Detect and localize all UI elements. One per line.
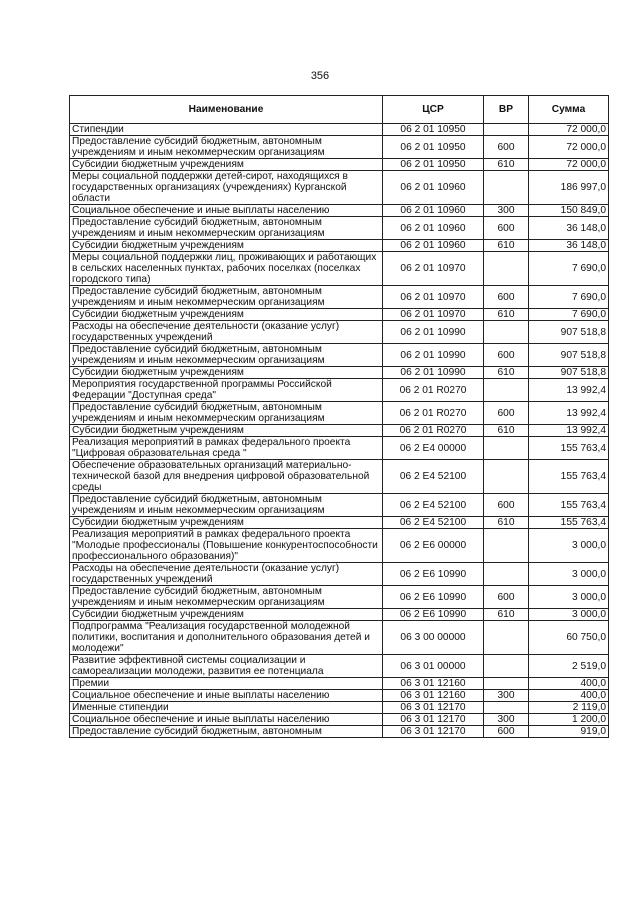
row-csr-cell: 06 2 01 R0270 [383,379,484,402]
row-name-cell: Предоставление субсидий бюджетным, автономным учреждениям и иным некоммерческим организациям [70,344,383,367]
row-sum-cell: 2 119,0 [529,702,609,714]
row-name-cell: Стипендии [70,124,383,136]
row-sum-cell: 3 000,0 [529,529,609,563]
table-row [70,124,609,136]
row-csr-cell: 06 3 01 00000 [383,655,484,678]
row-sum-cell: 13 992,4 [529,425,609,437]
row-csr-cell: 06 3 00 00000 [383,621,484,655]
table-row [70,609,609,621]
row-vr-cell: 610 [484,309,529,321]
row-sum-cell: 155 763,4 [529,494,609,517]
table-row [70,714,609,726]
row-vr-cell: 600 [484,494,529,517]
row-sum-cell: 13 992,4 [529,379,609,402]
page-number: 356 [310,70,330,82]
row-csr-cell: 06 2 01 R0270 [383,402,484,425]
table-row [70,702,609,714]
row-vr-cell [484,321,529,344]
row-sum-cell: 155 763,4 [529,437,609,460]
row-sum-cell: 400,0 [529,690,609,702]
row-name-cell: Премии [70,678,383,690]
table-row [70,529,609,563]
row-sum-cell: 907 518,8 [529,367,609,379]
row-sum-cell: 919,0 [529,726,609,738]
row-vr-cell [484,460,529,494]
table-row [70,344,609,367]
row-csr-cell: 06 2 E6 10990 [383,563,484,586]
table-row [70,159,609,171]
row-csr-cell: 06 2 01 10990 [383,367,484,379]
row-vr-cell: 300 [484,714,529,726]
row-vr-cell: 610 [484,609,529,621]
table-row [70,217,609,240]
row-csr-cell: 06 2 E6 00000 [383,529,484,563]
row-name-cell: Предоставление субсидий бюджетным, автономным учреждениям и иным некоммерческим организациям [70,217,383,240]
row-csr-cell: 06 3 01 12160 [383,690,484,702]
row-vr-cell: 600 [484,344,529,367]
row-name-cell: Развитие эффективной системы социализации и самореализации молодежи, развития ее потенциала [70,655,383,678]
row-vr-cell [484,621,529,655]
row-csr-cell: 06 2 01 10960 [383,217,484,240]
row-csr-cell: 06 2 E4 52100 [383,517,484,529]
row-name-cell: Социальное обеспечение и иные выплаты населению [70,714,383,726]
row-name-cell: Социальное обеспечение и иные выплаты населению [70,205,383,217]
row-vr-cell [484,563,529,586]
table-row [70,171,609,205]
row-name-cell: Реализация мероприятий в рамках федерального проекта "Цифровая образовательная среда " [70,437,383,460]
row-name-cell: Мероприятия государственной программы Российской Федерации "Доступная среда" [70,379,383,402]
row-vr-cell: 600 [484,586,529,609]
row-csr-cell: 06 3 01 12170 [383,702,484,714]
table-row [70,367,609,379]
row-vr-cell: 600 [484,217,529,240]
row-name-cell: Меры социальной поддержки лиц, проживающих и работающих в сельских населенных пунктах, рабочих поселках (поселках городского типа) [70,252,383,286]
header-name: Наименование [70,96,383,124]
row-csr-cell: 06 2 E6 10990 [383,609,484,621]
row-name-cell: Именные стипендии [70,702,383,714]
row-name-cell: Предоставление субсидий бюджетным, автономным учреждениям и иным некоммерческим организациям [70,494,383,517]
table-row [70,309,609,321]
row-vr-cell: 600 [484,286,529,309]
row-csr-cell: 06 2 01 10960 [383,240,484,252]
table-row [70,678,609,690]
budget-table [69,95,609,738]
row-sum-cell: 36 148,0 [529,240,609,252]
row-csr-cell: 06 2 01 10990 [383,344,484,367]
row-name-cell: Предоставление субсидий бюджетным, автономным учреждениям и иным некоммерческим организациям [70,402,383,425]
row-sum-cell: 155 763,4 [529,517,609,529]
row-name-cell: Расходы на обеспечение деятельности (оказание услуг) государственных учреждений [70,321,383,344]
row-vr-cell: 610 [484,517,529,529]
row-csr-cell: 06 2 E4 52100 [383,460,484,494]
row-name-cell: Субсидии бюджетным учреждениям [70,367,383,379]
row-sum-cell: 155 763,4 [529,460,609,494]
row-csr-cell: 06 2 01 10950 [383,136,484,159]
table-row [70,437,609,460]
row-name-cell: Предоставление субсидий бюджетным, автономным учреждениям и иным некоммерческим организациям [70,286,383,309]
table-header-row [70,96,609,124]
row-sum-cell: 2 519,0 [529,655,609,678]
header-sum: Сумма [529,96,609,124]
row-sum-cell: 7 690,0 [529,286,609,309]
row-vr-cell: 610 [484,159,529,171]
row-name-cell: Подпрограмма "Реализация государственной молодежной политики, воспитания и дополнительного образования детей и молодежи" [70,621,383,655]
table-row [70,205,609,217]
row-csr-cell: 06 3 01 12170 [383,714,484,726]
row-name-cell: Меры социальной поддержки детей-сирот, находящихся в государственных организациях (учреждениях) Курганской области [70,171,383,205]
row-name-cell: Предоставление субсидий бюджетным, автономным учреждениям и иным некоммерческим организациям [70,136,383,159]
table-row [70,460,609,494]
row-csr-cell: 06 2 01 10950 [383,159,484,171]
row-sum-cell: 1 200,0 [529,714,609,726]
row-sum-cell: 3 000,0 [529,586,609,609]
table-row [70,655,609,678]
table-row [70,240,609,252]
row-sum-cell: 150 849,0 [529,205,609,217]
row-vr-cell [484,678,529,690]
row-sum-cell: 60 750,0 [529,621,609,655]
row-vr-cell: 300 [484,690,529,702]
row-csr-cell: 06 2 01 10970 [383,286,484,309]
row-vr-cell [484,124,529,136]
row-vr-cell: 600 [484,726,529,738]
row-name-cell: Обеспечение образовательных организаций материально-технической базой для внедрения цифровой образовательной среды [70,460,383,494]
row-sum-cell: 13 992,4 [529,402,609,425]
table-row [70,690,609,702]
row-vr-cell [484,252,529,286]
row-sum-cell: 7 690,0 [529,252,609,286]
row-name-cell: Субсидии бюджетным учреждениям [70,425,383,437]
row-sum-cell: 3 000,0 [529,609,609,621]
row-name-cell: Предоставление субсидий бюджетным, автономным учреждениям и иным некоммерческим организациям [70,586,383,609]
table-row [70,252,609,286]
row-vr-cell [484,655,529,678]
row-csr-cell: 06 2 01 10990 [383,321,484,344]
row-vr-cell: 300 [484,205,529,217]
row-name-cell: Социальное обеспечение и иные выплаты населению [70,690,383,702]
row-sum-cell: 186 997,0 [529,171,609,205]
table-row [70,321,609,344]
table-row [70,379,609,402]
row-csr-cell: 06 2 E6 10990 [383,586,484,609]
table-row [70,494,609,517]
row-csr-cell: 06 2 01 R0270 [383,425,484,437]
row-csr-cell: 06 2 E4 00000 [383,437,484,460]
row-vr-cell: 600 [484,402,529,425]
table-row [70,586,609,609]
row-name-cell: Предоставление субсидий бюджетным, автономным [70,726,383,738]
row-name-cell: Реализация мероприятий в рамках федерального проекта "Молодые профессионалы (Повышение конкурентоспособности профессионального образования)" [70,529,383,563]
row-sum-cell: 72 000,0 [529,159,609,171]
row-name-cell: Субсидии бюджетным учреждениям [70,159,383,171]
row-name-cell: Субсидии бюджетным учреждениям [70,240,383,252]
row-name-cell: Субсидии бюджетным учреждениям [70,517,383,529]
header-vr: ВР [484,96,529,124]
row-name-cell: Субсидии бюджетным учреждениям [70,609,383,621]
row-vr-cell [484,529,529,563]
row-vr-cell: 610 [484,367,529,379]
row-sum-cell: 400,0 [529,678,609,690]
row-csr-cell: 06 3 01 12160 [383,678,484,690]
row-sum-cell: 7 690,0 [529,309,609,321]
row-csr-cell: 06 2 01 10960 [383,171,484,205]
row-vr-cell [484,379,529,402]
table-row [70,136,609,159]
row-vr-cell [484,437,529,460]
table-row [70,517,609,529]
table-row [70,425,609,437]
row-vr-cell: 600 [484,136,529,159]
header-csr: ЦСР [383,96,484,124]
row-vr-cell [484,171,529,205]
row-sum-cell: 3 000,0 [529,563,609,586]
table-row [70,726,609,738]
row-name-cell: Субсидии бюджетным учреждениям [70,309,383,321]
table-row [70,286,609,309]
row-vr-cell: 610 [484,240,529,252]
row-sum-cell: 907 518,8 [529,344,609,367]
row-vr-cell: 610 [484,425,529,437]
row-csr-cell: 06 2 E4 52100 [383,494,484,517]
row-sum-cell: 72 000,0 [529,136,609,159]
row-csr-cell: 06 2 01 10960 [383,205,484,217]
row-name-cell: Расходы на обеспечение деятельности (оказание услуг) государственных учреждений [70,563,383,586]
row-vr-cell [484,702,529,714]
row-csr-cell: 06 3 01 12170 [383,726,484,738]
row-csr-cell: 06 2 01 10970 [383,309,484,321]
row-csr-cell: 06 2 01 10970 [383,252,484,286]
row-csr-cell: 06 2 01 10950 [383,124,484,136]
table-row [70,402,609,425]
table-row [70,621,609,655]
row-sum-cell: 36 148,0 [529,217,609,240]
row-sum-cell: 72 000,0 [529,124,609,136]
table-row [70,563,609,586]
row-sum-cell: 907 518,8 [529,321,609,344]
